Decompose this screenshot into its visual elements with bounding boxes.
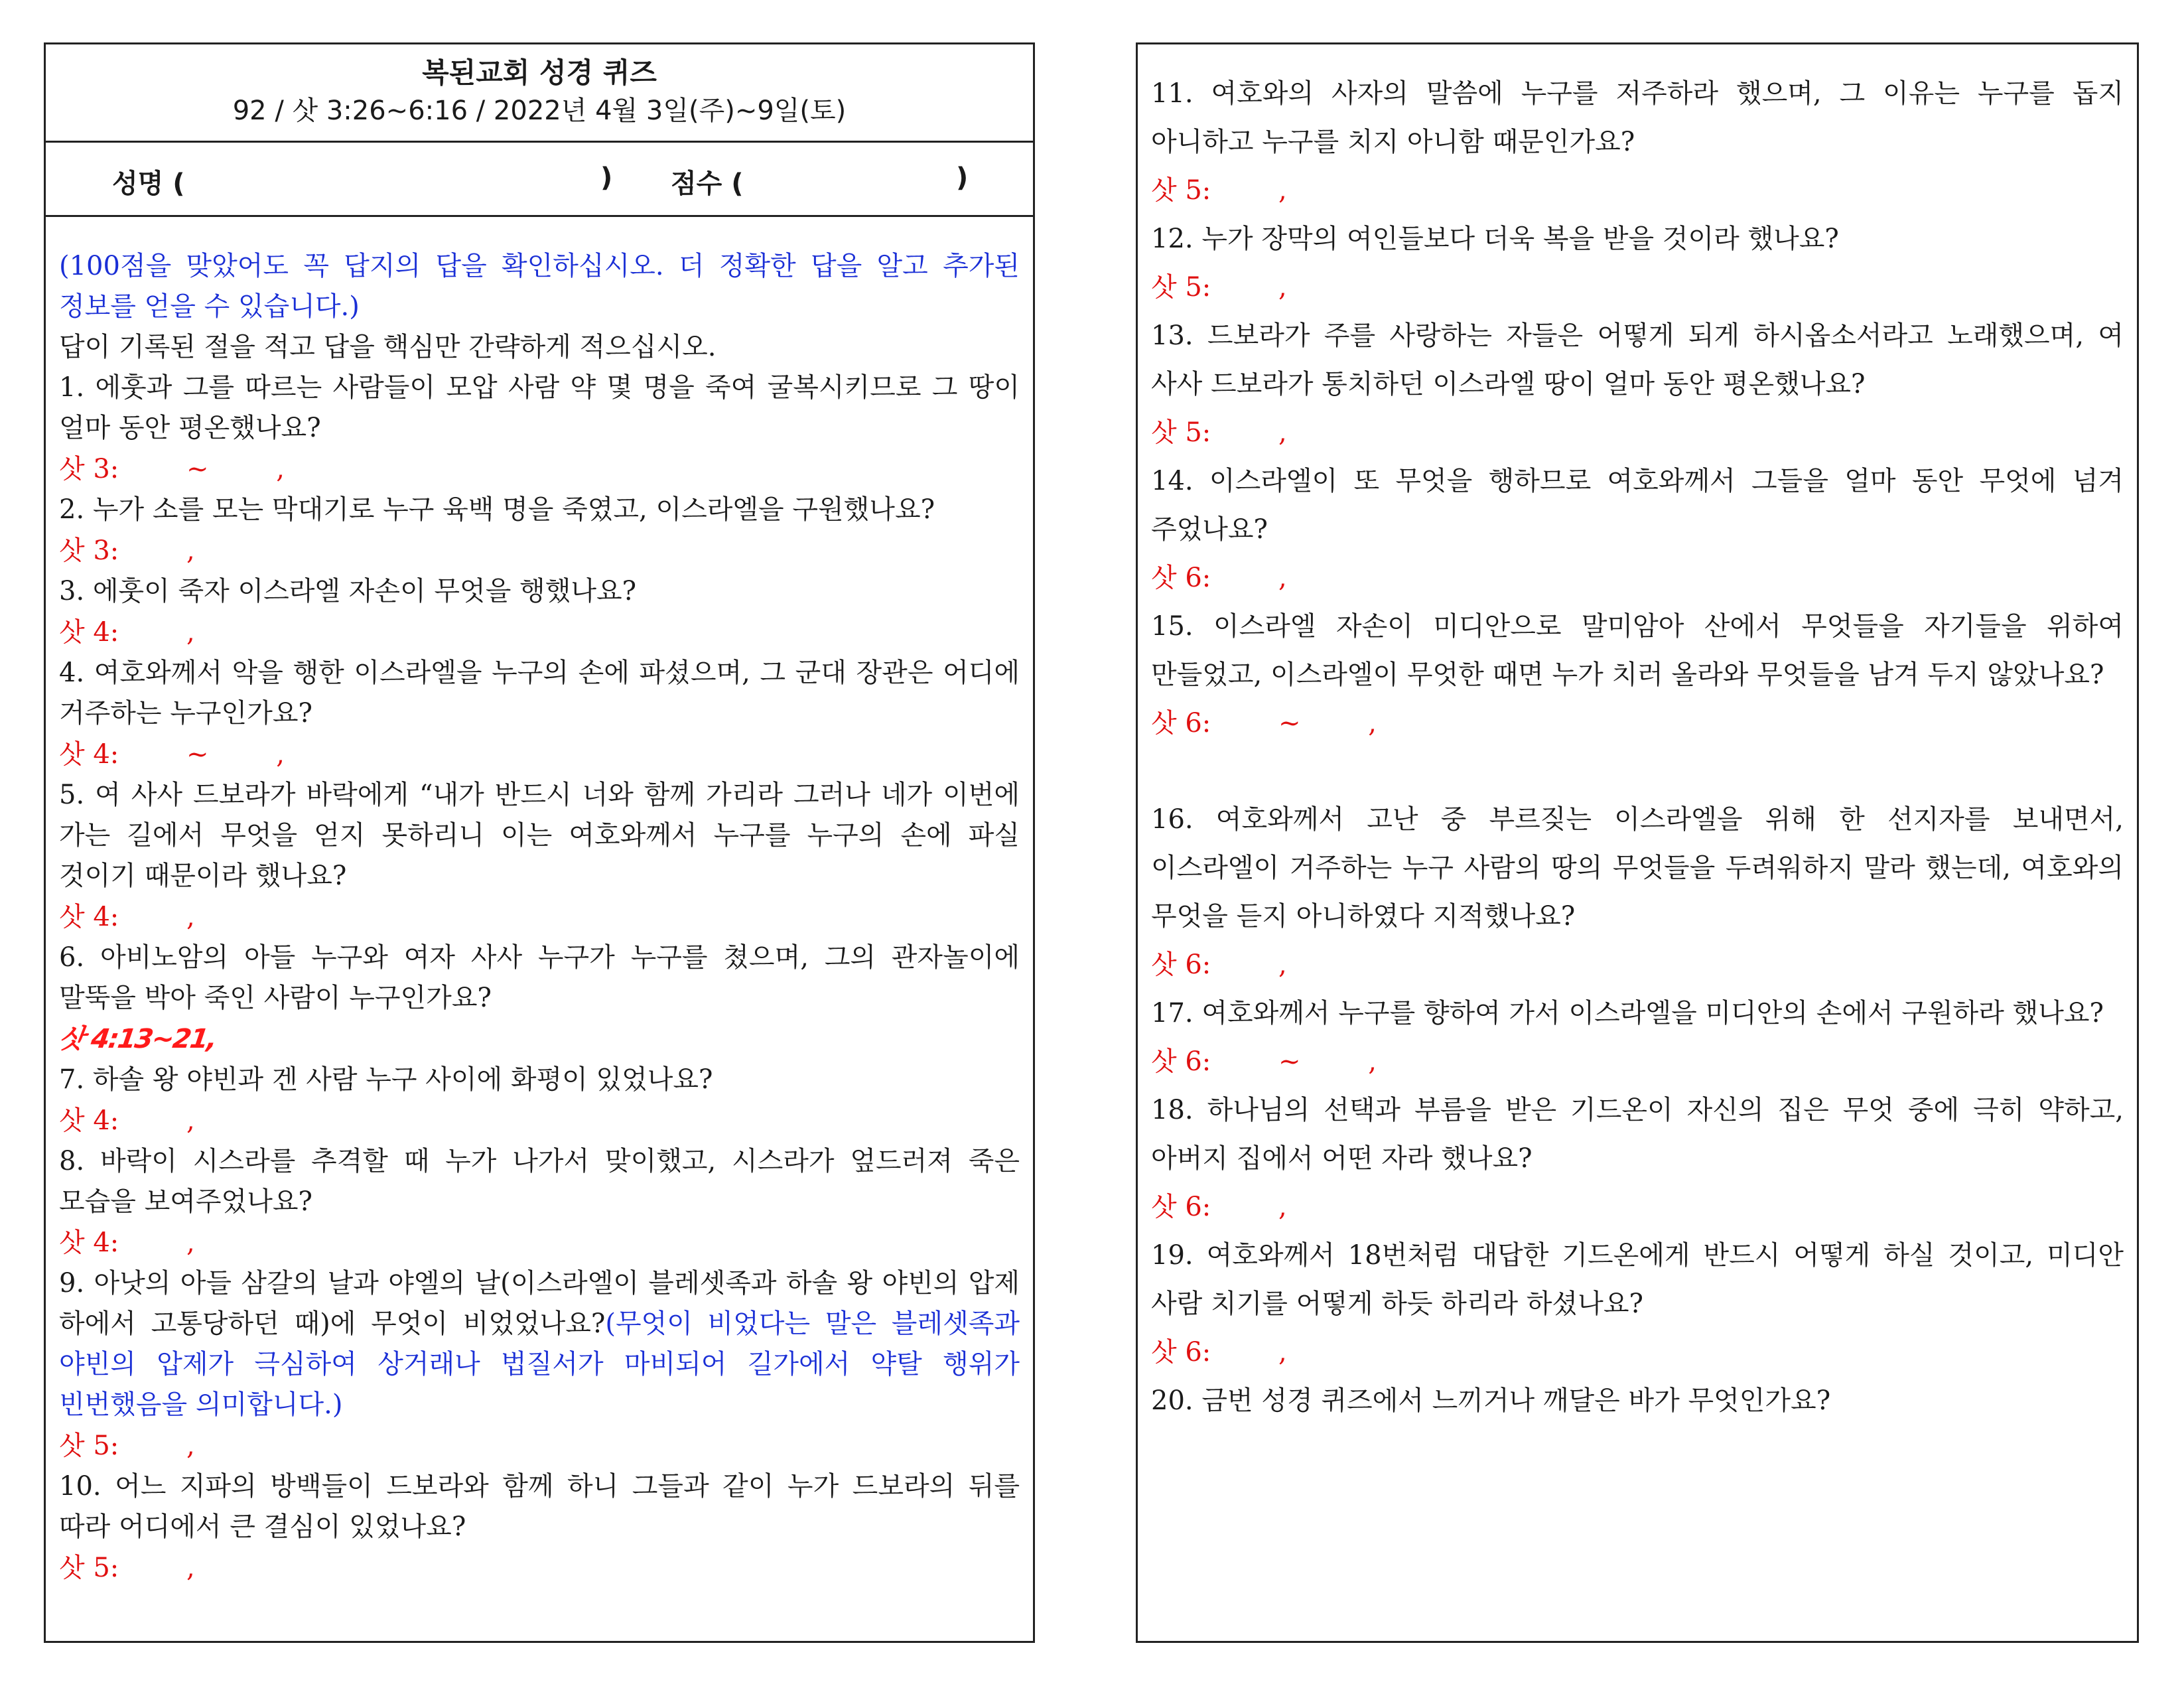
question-4: 4. 여호와께서 악을 행한 이스라엘을 누구의 손에 파셨으며, 그 군대 장관은 어디에 거주하는 누구인가요? <box>59 658 1020 729</box>
quiz-title: 복된교회 성경 퀴즈 <box>422 56 657 89</box>
question-19: 19. 여호와께서 18번처럼 대답한 기드온에게 반드시 어떻게 하실 것이고, 미디안 사람 치기를 어떻게 하듯 하리라 하셨나요? <box>1151 1240 2124 1319</box>
answer-line-18[interactable]: 삿 6: , <box>1151 1192 1287 1222</box>
question-5: 5. 여 사사 드보라가 바락에게 “내가 반드시 너와 함께 가리라 그러나 네가 이번에 가는 길에서 무엇을 얻지 못하리니 이는 여호와께서 누구를 누구의 손에 파실 것이기 때문이라 했나요? <box>59 780 1020 891</box>
question-16: 16. 여호와께서 고난 중 부르짖는 이스라엘을 위해 한 선지자를 보내면서, 이스라엘이 거주하는 누구 사람의 땅의 무엇들을 두려워하지 말라 했는데, 여호와의 무엇을 듣지 아니하였다 지적했나요? <box>1151 804 2124 932</box>
spacer <box>1151 748 2124 796</box>
answer-line-2[interactable]: 삿 3: , <box>59 535 195 566</box>
answer-line-17[interactable]: 삿 6: ~ , <box>1151 1046 1377 1077</box>
answer-line-1[interactable]: 삿 3: ~ , <box>59 454 285 484</box>
answer-line-8[interactable]: 삿 4: , <box>59 1228 195 1258</box>
answer-line-16[interactable]: 삿 6: , <box>1151 950 1287 980</box>
answer-line-15[interactable]: 삿 6: ~ , <box>1151 708 1377 739</box>
question-10: 10. 어느 지파의 방백들이 드보라와 함께 하니 그들과 같이 누가 드보라의 뒤를 따라 어디에서 큰 결심이 있었나요? <box>59 1471 1020 1542</box>
answer-line-11[interactable]: 삿 5: , <box>1151 175 1287 206</box>
question-8: 8. 바락이 시스라를 추격할 때 누가 나가서 맞이했고, 시스라가 엎드러져 죽은 모습을 보여주었나요? <box>59 1146 1020 1217</box>
answer-line-14[interactable]: 삿 6: , <box>1151 563 1287 593</box>
question-7: 7. 하솔 왕 야빈과 겐 사람 누구 사이에 화평이 있었나요? <box>59 1064 713 1095</box>
answer-line-6-handwritten[interactable]: 삿 4:13~21, <box>56 1024 218 1054</box>
question-18: 18. 하나님의 선택과 부름을 받은 기드온이 자신의 집은 무엇 중에 극히 약하고, 아버지 집에서 어떤 자라 했나요? <box>1151 1095 2124 1174</box>
answer-line-3[interactable]: 삿 4: , <box>59 617 195 648</box>
answer-line-13[interactable]: 삿 5: , <box>1151 417 1287 448</box>
quiz-header <box>46 44 1033 143</box>
answer-line-19[interactable]: 삿 6: , <box>1151 1337 1287 1368</box>
question-14: 14. 이스라엘이 또 무엇을 행하므로 여호와께서 그들을 얼마 동안 무엇에 넘겨 주었나요? <box>1151 466 2124 545</box>
score-label: 점수 ( <box>671 169 744 199</box>
question-6: 6. 아비노암의 아들 누구와 여자 사사 누구가 누구를 쳤으며, 그의 관자놀이에 말뚝을 박아 죽인 사람이 누구인가요? <box>59 942 1020 1013</box>
answer-line-10[interactable]: 삿 5: , <box>59 1553 195 1583</box>
question-9-text: 9. 아낫의 아들 삼갈의 날과 야엘의 날(이스라엘이 블레셋족과 하솔 왕 야빈의 압제 하에서 고통당하던 때)에 무엇이 비었었나요? <box>59 1268 1020 1339</box>
name-close: ) <box>600 163 613 193</box>
question-9-note: (무엇이 비었다는 말은 블레셋족과 야빈의 압제가 극심하여 상거래나 법질서가 마비되어 길가에서 약탈 행위가 빈번했음을 의미합니다.) <box>59 1308 1020 1420</box>
answer-line-7[interactable]: 삿 4: , <box>59 1105 195 1136</box>
answer-line-4[interactable]: 삿 4: ~ , <box>59 739 285 770</box>
question-17: 17. 여호와께서 누구를 향하여 가서 이스라엘을 미디안의 손에서 구원하라 했나요? <box>1151 998 2104 1028</box>
answer-line-12[interactable]: 삿 5: , <box>1151 272 1287 303</box>
question-3: 3. 에훗이 죽자 이스라엘 자손이 무엇을 행했나요? <box>59 576 637 606</box>
left-quiz-panel <box>44 42 1035 1643</box>
question-11: 11. 여호와의 사자의 말씀에 누구를 저주하라 했으며, 그 이유는 누구를 돕지 아니하고 누구를 치지 아니함 때문인가요? <box>1151 78 2124 157</box>
right-quiz-panel <box>1136 42 2139 1643</box>
question-9 <box>59 1263 1020 1425</box>
name-label: 성명 ( <box>112 169 185 199</box>
left-question-list <box>46 217 1033 1588</box>
right-question-list <box>1138 44 2137 1425</box>
quiz-subtitle: 92 / 삿 3:26~6:16 / 2022년 4월 3일(주)~9일(토) <box>232 96 847 126</box>
question-2: 2. 누가 소를 모는 막대기로 누구 육백 명을 죽였고, 이스라엘을 구원했나요? <box>59 494 935 525</box>
answer-line-5[interactable]: 삿 4: , <box>59 902 195 932</box>
score-close: ) <box>956 163 969 193</box>
question-13: 13. 드보라가 주를 사랑하는 자들은 어떻게 되게 하시옵소서라고 노래했으며, 여 사사 드보라가 통치하던 이스라엘 땅이 얼마 동안 평온했나요? <box>1151 320 2124 399</box>
question-12: 12. 누가 장막의 여인들보다 더욱 복을 받을 것이라 했나요? <box>1151 224 1839 254</box>
question-15: 15. 이스라엘 자손이 미디안으로 말미암아 산에서 무엇들을 자기들을 위하여 만들었고, 이스라엘이 무엇한 때면 누가 치러 올라와 무엇들을 남겨 두지 않았나요? <box>1151 611 2124 690</box>
intro-note: (100점을 맞았어도 꼭 답지의 답을 확인하십시오. 더 정확한 답을 알고 추가된 정보를 얻을 수 있습니다.) <box>59 251 1020 322</box>
name-score-bar <box>46 143 1033 217</box>
question-20: 20. 금번 성경 퀴즈에서 느끼거나 깨달은 바가 무엇인가요? <box>1151 1385 1831 1416</box>
intro-instruction: 답이 기록된 절을 적고 답을 핵심만 간략하게 적으십시오. <box>59 332 717 362</box>
question-1: 1. 에훗과 그를 따르는 사람들이 모압 사람 약 몇 명을 죽여 굴복시키므로 그 땅이 얼마 동안 평온했나요? <box>59 372 1020 443</box>
answer-line-9[interactable]: 삿 5: , <box>59 1431 195 1461</box>
